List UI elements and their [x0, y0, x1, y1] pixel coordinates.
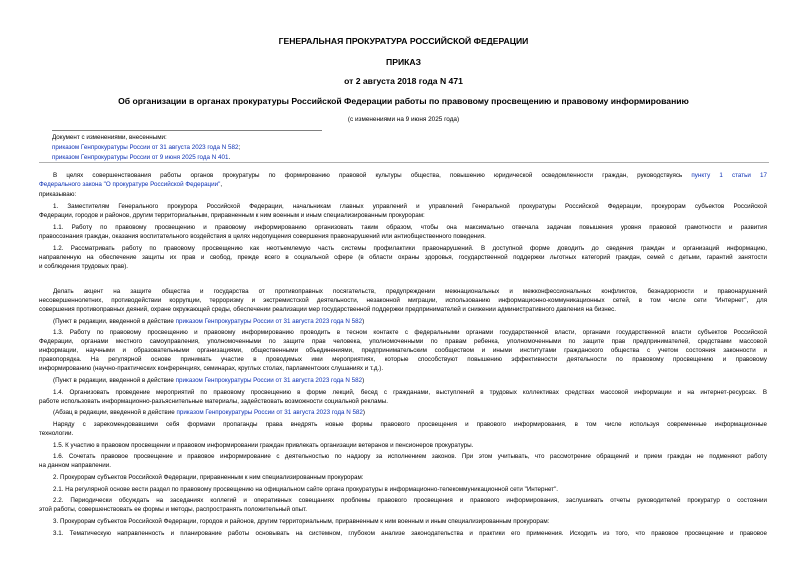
preamble-line: Федерального закона "О прокуратуре Российской Федерации",	[39, 181, 223, 188]
paragraph-line: 1.6. Сочетать правовое просвещение и правовое информирование с деятельностью по надзору за исполнением законов. При этом учитывать, что рассмотрение обращений и прием граждан не подменяют работу	[53, 453, 767, 460]
paragraph-line: Делать акцент на защите общества и государства от противоправных посягательств, предупреждении межнациональных и межконфессиональных конфликтов, безнадзорности и правонарушений	[53, 288, 767, 295]
paragraph-line: 2.1. На регулярной основе вести раздел по правовому просвещению на официальном сайте органа прокуратуры в информационно-телекоммуникационной сети "Интернет".	[53, 486, 559, 493]
doc-date-number: от 2 августа 2018 года N 471	[344, 76, 463, 86]
paragraph-line: 2. Прокурорам субъектов Российской Федерации, приравненным к ним специализированным прокурорам:	[53, 474, 364, 481]
doc-type: ПРИКАЗ	[386, 57, 421, 67]
paragraph-line: 2.2. Периодически обсуждать на заседаниях коллегий и оперативных совещаниях проблемы правового просвещения и правового информирования, заслушивать отчеты руководителей прокуратур о состоянии	[53, 497, 767, 504]
paragraph-line: 1.1. Работу по правовому просвещению и правовому информированию организовать таким образом, чтобы она максимально отвечала задачам повышения уровня правовой грамотности и развития	[53, 224, 767, 231]
edit-note: (Абзац в редакции, введенной в действие приказом Генпрокуратуры России от 31 августа 2023 года N 582)	[53, 409, 365, 416]
changes-item-1: приказом Генпрокуратуры России от 31 августа 2023 года N 582;	[52, 144, 241, 151]
paragraph-line: технологии.	[39, 430, 74, 437]
paragraph-line: информированию (научно-практических конференциях, семинарах, круглых столах, парламентских слушаниях и т.д.).	[39, 365, 384, 372]
paragraph-line: 1.2. Рассматривать работу по правовому просвещению как неотъемлемую часть системы профилактики правонарушений. В доступной форме доводить до сведения граждан и организаций информацию,	[53, 245, 767, 252]
doc-title: Об организации в органах прокуратуры Российской Федерации работы по правовому просвещению и правовому информированию	[118, 96, 689, 106]
paragraph-line: и соблюдения трудовых прав).	[39, 263, 129, 270]
paragraph-line: Наряду с зарекомендовавшими себя формами пропаганды права внедрять новые формы правового просвещения и правового информирования, в том числе используя современные информационные	[53, 421, 767, 428]
paragraph-line: 1.3. Работу по правовому просвещению и правовому информированию проводить в тесном контакте с федеральными органами государственной власти, органами государственной власти субъектов Российской	[53, 329, 767, 336]
section-divider	[39, 162, 769, 163]
agency-name: ГЕНЕРАЛЬНАЯ ПРОКУРАТУРА РОССИЙСКОЙ ФЕДЕРАЦИИ	[278, 36, 529, 46]
paragraph-line: информации, научными и образовательными организациями, общественными объединениями, предпринимательским сообществом и иными институтами гражданского общества с учетом состояния законности и	[39, 347, 767, 354]
paragraph-line: правопорядка. На регулярной основе принимать участие в проводимых ими мероприятиях, которые способствуют повышению эффективности деятельности по правовому просвещению и правовому	[39, 356, 767, 363]
paragraph-line: 3. Прокурорам субъектов Российской Федерации, городов и районов, другим территориальным, приравненным к ним военным и иным специализированным прокурорам:	[53, 518, 550, 525]
paragraph-line: 1. Заместителям Генерального прокурора Российской Федерации, начальникам главных управлений и управлений Генеральной прокуратуры Российской Федерации, прокурорам субъектов Российской	[53, 203, 767, 210]
paragraph-line: 3.1. Тематическую направленность и планирование работы основывать на системном, глубоком анализе законодательства и практики его применения. Исходить из того, что правовое просвещение и правовое	[53, 530, 767, 537]
edit-note: (Пункт в редакции, введенной в действие приказом Генпрокуратуры России от 31 августа 2023 года N 582)	[53, 377, 365, 384]
paragraph-line: 1.5. К участию в правовом просвещении и правовом информировании граждан привлекать организации ветеранов и пенсионеров прокуратуры.	[53, 442, 474, 449]
order-word: приказываю:	[39, 191, 77, 198]
amendment-link[interactable]: приказом Генпрокуратуры России от 31 августа 2023 года N 582	[175, 377, 363, 384]
paragraph-line: на данном направлении.	[39, 462, 111, 469]
paragraph-line: работе использовать информационно-разъяснительные материалы, задействовать возможности социальной рекламы.	[39, 398, 389, 405]
edit-note: (Пункт в редакции, введенной в действие приказом Генпрокуратуры России от 31 августа 2023 года N 582)	[53, 318, 365, 325]
paragraph-line: Федерации, органами местного самоуправления, уполномоченными по защите прав человека, уполномоченными по правам ребенка, уполномоченными по защите прав предпринимателей, средствами массовой	[39, 338, 767, 345]
changes-item-2: приказом Генпрокуратуры России от 9 июня 2025 года N 401.	[52, 154, 231, 161]
federal-law-link[interactable]: Федерального закона "О прокуратуре Российской Федерации"	[39, 181, 221, 188]
amendment-link[interactable]: приказом Генпрокуратуры России от 31 августа 2023 года N 582	[175, 318, 363, 325]
paragraph-line: этой работы, совершенствовать ее формы и методы, распространять положительный опыт.	[39, 506, 308, 513]
paragraph-line: направленную на обеспечение защиты их прав и свобод, прежде всего в социальной сфере (в области охраны здоровья, государственной поддержки льготных категорий граждан, семей с детьми, гарантий занятости	[39, 254, 767, 261]
changes-intro: Документ с изменениями, внесенными:	[52, 134, 167, 141]
paragraph-line: несовершеннолетних, противодействии коррупции, терроризму и экстремистской деятельности, незаконной миграции, использованию информационно-коммуникационных сетей, в том числе сети "Интернет", для	[39, 297, 767, 304]
paragraph-line: правосознания граждан, оказания воспитательного воздействия в целях недопущения совершения правонарушений или антиобщественного поведения.	[39, 233, 486, 240]
amendment-link-2023[interactable]: приказом Генпрокуратуры России от 31 августа 2023 года N 582	[52, 144, 239, 151]
preamble-line: В целях совершенствования работы органов прокуратуры по формированию правовой культуры общества, повышению юридической осведомленности граждан, руководствуясь пункту 1 статьи 17	[53, 172, 767, 179]
paragraph-line: совершения противоправных деяний, охране окружающей среды, обеспечении реализации мер государственной поддержки предпринимателей и снижении административного давления на бизнес.	[39, 306, 617, 313]
changes-divider	[52, 130, 322, 131]
law-article-link[interactable]: пункту 1 статьи 17	[691, 172, 767, 179]
amendment-link-2025[interactable]: приказом Генпрокуратуры России от 9 июня 2025 года N 401	[52, 154, 229, 161]
paragraph-line: 1.4. Организовать проведение мероприятий по правовому просвещению в форме лекций, бесед с гражданами, выступлений в трудовых коллективах средствах массовой информации и на интернет-ресурсах. В	[53, 389, 767, 396]
revision-note: (с изменениями на 9 июня 2025 года)	[347, 116, 460, 123]
paragraph-line: Федерации, городов и районов, другим территориальным, приравненным к ним военным и иным специализированным прокурорам:	[39, 212, 425, 219]
amendment-link[interactable]: приказом Генпрокуратуры России от 31 августа 2023 года N 582	[176, 409, 363, 416]
